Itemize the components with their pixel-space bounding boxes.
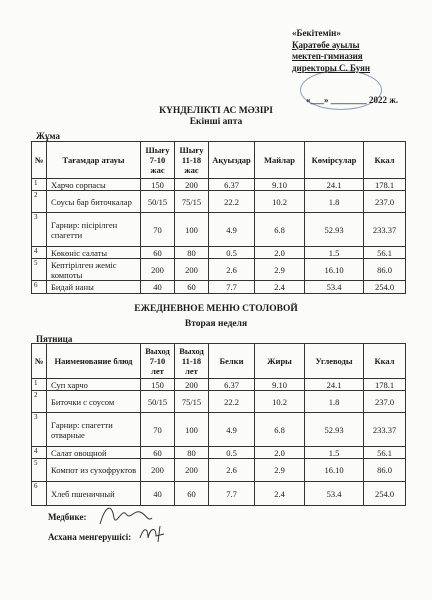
column-header: Ккал	[364, 142, 406, 179]
value-cell: 254.0	[364, 281, 406, 294]
value-cell: 53.4	[305, 482, 364, 506]
table-row	[32, 447, 406, 459]
dish-name-cell: Суп харчо	[47, 379, 141, 391]
value-cell: 16.10	[305, 259, 364, 281]
value-cell: 150	[141, 379, 175, 391]
value-cell: 2.6	[209, 459, 255, 482]
column-header: №	[32, 142, 47, 179]
kz-menu-table	[31, 141, 406, 294]
value-cell: 86.0	[364, 459, 406, 482]
value-cell: 16.10	[305, 459, 364, 482]
value-cell: 200	[175, 379, 209, 391]
value-cell: 233.37	[364, 413, 406, 447]
column-header: №	[32, 344, 47, 379]
value-cell: 60	[175, 482, 209, 506]
value-cell: 22.2	[209, 191, 255, 213]
value-cell: 2.4	[255, 482, 305, 506]
value-cell: 40	[141, 482, 175, 506]
value-cell: 53.4	[305, 281, 364, 294]
value-cell: 0.5	[209, 447, 255, 459]
approval-line: «Бекітемін»	[292, 28, 341, 38]
approval-line: директоры С. Буян	[292, 62, 371, 73]
value-cell: 200	[141, 459, 175, 482]
nurse-signature-label: Медбике:	[48, 512, 87, 522]
dish-name-cell: Харчо сорпасы	[47, 179, 141, 191]
value-cell: 24.1	[305, 379, 364, 391]
value-cell: 2.4	[255, 281, 305, 294]
value-cell: 50/15	[141, 191, 175, 213]
column-header: Шығу 7-10 жас	[141, 142, 175, 179]
ru-week: Вторая неделя	[184, 319, 248, 329]
value-cell: 2.0	[255, 447, 305, 459]
approval-date: «___» ________ 2022 ж.	[306, 95, 399, 105]
table-row	[32, 379, 406, 391]
value-cell: 9.10	[255, 179, 305, 191]
dish-name-cell: Салат овощной	[47, 447, 141, 459]
row-number-cell: 4	[32, 447, 47, 459]
value-cell: 237.0	[364, 391, 406, 413]
value-cell: 100	[175, 213, 209, 247]
table-row	[32, 213, 406, 247]
row-number-cell: 2	[32, 391, 47, 413]
ru-menu-table	[31, 343, 406, 506]
value-cell: 1.5	[305, 247, 364, 259]
row-number-cell: 3	[32, 213, 47, 247]
value-cell: 233.37	[364, 213, 406, 247]
row-number-cell: 2	[32, 191, 47, 213]
value-cell: 24.1	[305, 179, 364, 191]
cook-signature	[136, 522, 176, 544]
table-row	[32, 391, 406, 413]
value-cell: 4.9	[209, 413, 255, 447]
dish-name-cell: Бидай наны	[47, 281, 141, 294]
value-cell: 56.1	[364, 247, 406, 259]
value-cell: 7.7	[209, 281, 255, 294]
value-cell: 22.2	[209, 391, 255, 413]
value-cell: 254.0	[364, 482, 406, 506]
table-row	[32, 459, 406, 482]
column-header: Көмірсулар	[305, 142, 364, 179]
value-cell: 80	[175, 447, 209, 459]
approval-line: мектеп-гимназия	[292, 51, 363, 61]
value-cell: 60	[141, 247, 175, 259]
dish-name-cell: Кептірілген жеміс компоты	[47, 259, 141, 281]
column-header: Жиры	[255, 344, 305, 379]
table-row	[32, 259, 406, 281]
value-cell: 70	[141, 213, 175, 247]
column-header: Выход 11-18 лет	[175, 344, 209, 379]
value-cell: 200	[175, 459, 209, 482]
table-header-row	[32, 142, 406, 179]
ru-title: ЕЖЕДНЕВНОЕ МЕНЮ СТОЛОВОЙ	[134, 304, 298, 314]
value-cell: 178.1	[364, 379, 406, 391]
row-number-cell: 1	[32, 179, 47, 191]
kz-week: Екінші апта	[189, 117, 243, 127]
value-cell: 178.1	[364, 179, 406, 191]
value-cell: 50/15	[141, 391, 175, 413]
column-header: Углеводы	[305, 344, 364, 379]
dish-name-cell: Гарнир: пісірілген спагетти	[47, 213, 141, 247]
value-cell: 60	[175, 281, 209, 294]
value-cell: 6.37	[209, 179, 255, 191]
value-cell: 7.7	[209, 482, 255, 506]
table-row	[32, 482, 406, 506]
ru-day: Пятница	[36, 334, 73, 344]
dish-name-cell: Соусы бар биточкалар	[47, 191, 141, 213]
value-cell: 56.1	[364, 447, 406, 459]
table-row	[32, 281, 406, 294]
column-header: Майлар	[255, 142, 305, 179]
row-number-cell: 5	[32, 259, 47, 281]
dish-name-cell: Хлеб пшеничный	[47, 482, 141, 506]
value-cell: 200	[141, 259, 175, 281]
row-number-cell: 3	[32, 413, 47, 447]
column-header: Белки	[209, 344, 255, 379]
dish-name-cell: Компот из сухофруктов	[47, 459, 141, 482]
row-number-cell: 4	[32, 247, 47, 259]
dish-name-cell: Көкөніс салаты	[47, 247, 141, 259]
value-cell: 150	[141, 179, 175, 191]
approval-block	[292, 28, 427, 74]
value-cell: 80	[175, 247, 209, 259]
value-cell: 6.8	[255, 213, 305, 247]
value-cell: 2.0	[255, 247, 305, 259]
value-cell: 2.9	[255, 259, 305, 281]
dish-name-cell: Гарнир: спагетти отварные	[47, 413, 141, 447]
value-cell: 200	[175, 259, 209, 281]
cook-signature-label: Асхана менгерушісі:	[48, 532, 132, 542]
kz-title: КҮНДЕЛІКТІ АС МӘЗІРІ	[159, 106, 273, 116]
row-number-cell: 6	[32, 281, 47, 294]
value-cell: 9.10	[255, 379, 305, 391]
value-cell: 200	[175, 179, 209, 191]
kz-day: Жұма	[36, 131, 60, 141]
row-number-cell: 1	[32, 379, 47, 391]
value-cell: 70	[141, 413, 175, 447]
value-cell: 52.93	[305, 413, 364, 447]
table-row	[32, 247, 406, 259]
dish-name-cell: Биточки с соусом	[47, 391, 141, 413]
value-cell: 6.8	[255, 413, 305, 447]
value-cell: 237.0	[364, 191, 406, 213]
value-cell: 6.37	[209, 379, 255, 391]
column-header: Ақуыздар	[209, 142, 255, 179]
row-number-cell: 5	[32, 459, 47, 482]
value-cell: 40	[141, 281, 175, 294]
row-number-cell: 6	[32, 482, 47, 506]
value-cell: 75/15	[175, 391, 209, 413]
value-cell: 10.2	[255, 391, 305, 413]
value-cell: 1.8	[305, 391, 364, 413]
value-cell: 1.8	[305, 191, 364, 213]
table-row	[32, 179, 406, 191]
value-cell: 60	[141, 447, 175, 459]
approval-line: Қаратөбе ауылы	[292, 39, 360, 50]
value-cell: 0.5	[209, 247, 255, 259]
column-header: Ккал	[364, 344, 406, 379]
table-row	[32, 191, 406, 213]
column-header: Наименование блюд	[47, 344, 141, 379]
value-cell: 2.6	[209, 259, 255, 281]
value-cell: 4.9	[209, 213, 255, 247]
value-cell: 10.2	[255, 191, 305, 213]
value-cell: 1.5	[305, 447, 364, 459]
value-cell: 86.0	[364, 259, 406, 281]
column-header: Тағамдар атауы	[47, 142, 141, 179]
table-header-row	[32, 344, 406, 379]
value-cell: 52.93	[305, 213, 364, 247]
value-cell: 75/15	[175, 191, 209, 213]
table-row	[32, 413, 406, 447]
column-header: Шығу 11-18 жас	[175, 142, 209, 179]
column-header: Выход 7-10 лет	[141, 344, 175, 379]
value-cell: 100	[175, 413, 209, 447]
value-cell: 2.9	[255, 459, 305, 482]
